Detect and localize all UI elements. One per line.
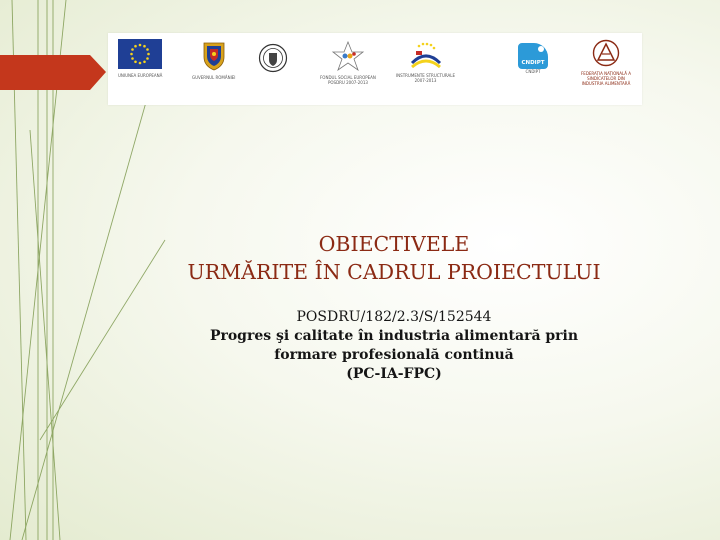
seal-icon bbox=[258, 43, 288, 73]
government-caption: GUVERNUL ROMÂNIEI bbox=[192, 75, 236, 80]
coat-of-arms-icon bbox=[201, 39, 227, 71]
project-name-line-2: formare profesională continuă bbox=[274, 347, 514, 363]
slide-title bbox=[130, 230, 658, 286]
federation-caption-3: INDUSTRIA ALIMENTARĂ bbox=[581, 81, 631, 86]
title-line-1: OBIECTIVELE bbox=[318, 232, 470, 256]
title-line-2: URMĂRITE ÎN CADRUL PROIECTULUI bbox=[187, 260, 601, 284]
eu-flag-icon bbox=[118, 39, 162, 69]
cndipt-badge-text: CNDIPT bbox=[521, 60, 545, 66]
cndipt-logo bbox=[518, 43, 548, 74]
cndipt-caption: CNDIPT bbox=[525, 69, 541, 74]
government-logo bbox=[192, 39, 235, 80]
decor-line bbox=[12, 0, 26, 540]
federation-emblem-icon bbox=[592, 39, 620, 67]
eu-caption: UNIUNEA EUROPEANĂ bbox=[118, 73, 163, 78]
star-icon bbox=[331, 41, 365, 71]
red-arrow-shape bbox=[0, 55, 106, 90]
ministry-seal-logo bbox=[258, 43, 288, 77]
federation-caption-2: SINDICATELOR DIN bbox=[587, 76, 625, 81]
sponsor-logo-strip bbox=[108, 33, 642, 105]
federation-logo bbox=[574, 39, 638, 86]
project-acronym: (PC-IA-FPC) bbox=[346, 366, 442, 382]
project-code: POSDRU/182/2.3/S/152544 bbox=[296, 309, 492, 325]
structural-instruments-logo bbox=[396, 41, 455, 83]
decor-line bbox=[22, 88, 150, 540]
decor-line bbox=[30, 130, 60, 540]
eu-logo bbox=[118, 39, 162, 78]
cndipt-badge-icon bbox=[518, 43, 548, 69]
federation-caption-1: FEDERAȚIA NAȚIONALĂ A bbox=[581, 71, 631, 76]
decor-line bbox=[10, 0, 66, 540]
structural-instruments-caption-1: INSTRUMENTE STRUCTURALE bbox=[396, 73, 456, 78]
fse-logo bbox=[320, 41, 376, 85]
structural-instruments-icon bbox=[409, 41, 443, 69]
structural-instruments-caption-2: 2007-2013 bbox=[414, 78, 437, 83]
fse-caption-1: FONDUL SOCIAL EUROPEAN bbox=[320, 75, 376, 80]
project-info bbox=[140, 308, 648, 384]
fse-caption-2: POSDRU 2007-2013 bbox=[327, 80, 368, 85]
project-name-line-1: Progres şi calitate în industria alimentară prin bbox=[209, 328, 579, 344]
